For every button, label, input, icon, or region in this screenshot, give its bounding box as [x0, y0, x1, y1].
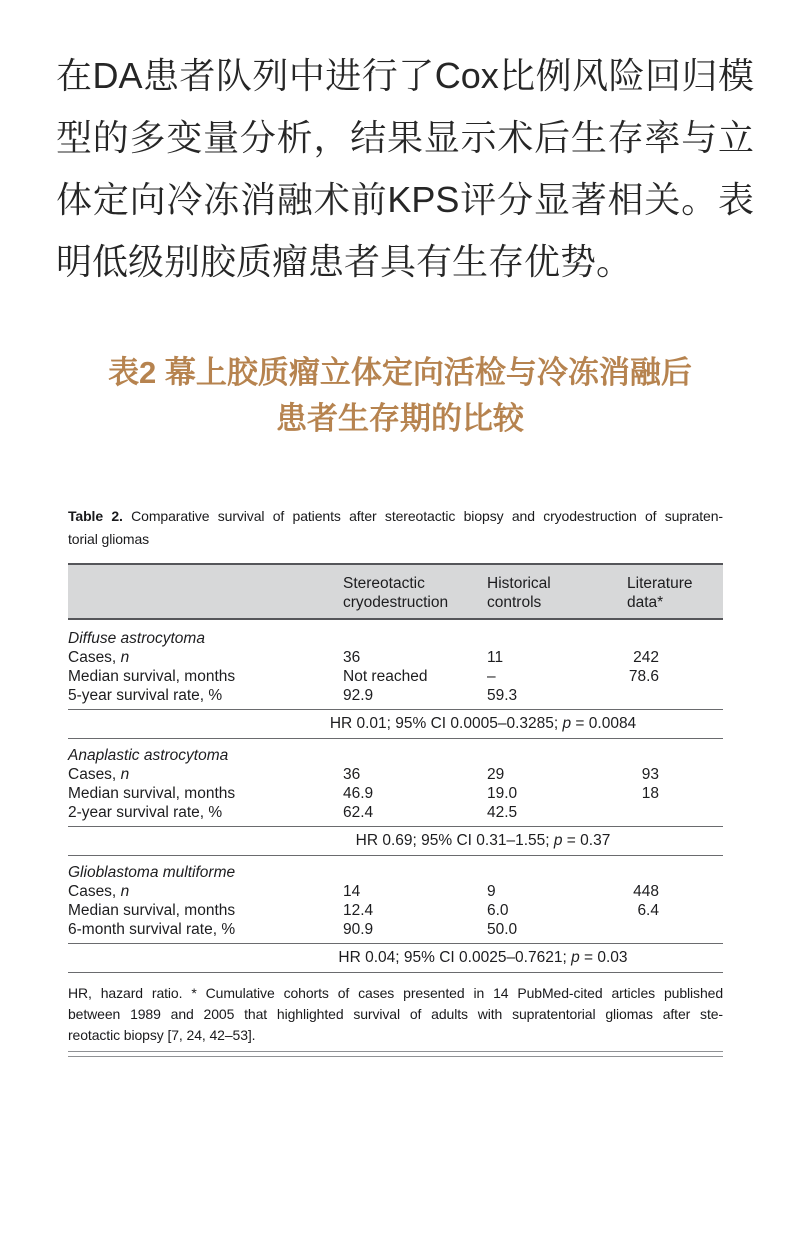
hr-prefix: HR 0.01; 95% CI 0.0005–0.3285;: [329, 715, 563, 732]
row-label-text: 5-year survival rate, %: [68, 687, 223, 704]
table-section-glioblastoma-multiforme: [68, 856, 723, 973]
row-label-italic: n: [120, 766, 130, 783]
table-row: [68, 667, 723, 686]
hazard-ratio-row: [68, 709, 723, 739]
row-label: [68, 784, 343, 803]
cell-value: 90.9: [343, 921, 374, 938]
table-figure: [68, 505, 723, 1057]
header-col1-line1: Stereotactic: [343, 575, 425, 592]
cell-value: 59.3: [487, 687, 518, 704]
cell-value: [627, 920, 723, 939]
cell-value: –: [487, 668, 496, 685]
hr-stat-text: [356, 832, 611, 850]
row-label: [68, 667, 343, 686]
intro-line-1: 在DA患者队列中进行了Cox比例风险回归模: [56, 55, 754, 96]
cell-value: 46.9: [343, 785, 374, 802]
hr-suffix: = 0.03: [579, 949, 628, 966]
hazard-ratio-row: [68, 826, 723, 856]
table-row: [68, 882, 723, 901]
cell-value: 42.5: [487, 804, 518, 821]
hr-suffix: = 0.37: [562, 832, 611, 849]
table-row: [68, 803, 723, 822]
caption-text: Comparative survival of patients after stereotactic biopsy and cryodestruction of supraten-: [122, 508, 723, 524]
table-bottom-rule: [68, 1051, 723, 1057]
row-label-text: Median survival, months: [68, 902, 236, 919]
row-label: [68, 803, 343, 822]
cell-value: 12.4: [343, 902, 374, 919]
header-col-stereotactic: [343, 574, 487, 618]
hr-p-italic: p: [553, 832, 563, 849]
cell-value: 14: [343, 883, 361, 900]
hr-suffix: = 0.0084: [571, 715, 637, 732]
table-row: [68, 901, 723, 920]
hr-p-italic: p: [562, 715, 572, 732]
row-label: [68, 901, 343, 920]
footnote-line-3: reotactic biopsy [7, 24, 42–53].: [68, 1027, 256, 1043]
header-col-literature: [627, 574, 723, 618]
header-empty-cell: [68, 574, 343, 618]
footnote-line-1: HR, hazard ratio. * Cumulative cohorts of cases presented in 14 PubMed-cited articles published: [68, 985, 723, 1001]
row-label: [68, 686, 343, 705]
cell-value: 78.6: [628, 668, 659, 685]
footnote-line-2: between 1989 and 2005 that highlighted survival of adults with supratentorial gliomas after ste-: [68, 1006, 723, 1022]
table-row: [68, 686, 723, 705]
cell-value: 19.0: [487, 785, 518, 802]
cell-value: 448: [633, 883, 659, 900]
intro-line-2: 型的多变量分析，结果显示术后生存率与立: [56, 117, 754, 158]
table-header-row: [68, 563, 723, 620]
cell-value: 6.0: [487, 902, 509, 919]
row-label-text: Cases,: [68, 649, 121, 666]
caption-line-2: torial gliomas: [68, 530, 150, 547]
table-footnote: [68, 973, 723, 1046]
table-row: [68, 765, 723, 784]
hr-prefix: HR 0.69; 95% CI 0.31–1.55;: [355, 832, 554, 849]
table-caption: [68, 505, 723, 550]
cell-value: 6.4: [637, 902, 659, 919]
hr-stat-text: [338, 949, 627, 967]
hazard-ratio-row: [68, 943, 723, 973]
table-section-diffuse-astrocytoma: [68, 620, 723, 739]
cell-value: 11: [487, 649, 504, 666]
intro-line-3: 体定向冷冻消融术前KPS评分显著相关。表: [56, 179, 754, 220]
row-label: [68, 765, 343, 784]
cell-value: 36: [343, 649, 361, 666]
caption-label: Table 2.: [68, 508, 123, 524]
cell-value: 18: [641, 785, 659, 802]
table-row: [68, 648, 723, 667]
header-col3-line2: data*: [627, 594, 664, 611]
cell-value: [627, 803, 723, 822]
row-label-text: Median survival, months: [68, 668, 236, 685]
row-label: [68, 920, 343, 939]
table-heading-cn: [0, 350, 800, 442]
cell-value: 9: [487, 883, 496, 900]
table-row: [68, 920, 723, 939]
row-label: [68, 882, 343, 901]
header-col3-line1: Literature: [627, 575, 693, 592]
row-label-text: Cases,: [68, 883, 121, 900]
hr-p-italic: p: [571, 949, 580, 966]
row-label-text: Cases,: [68, 766, 121, 783]
row-label: [68, 648, 343, 667]
intro-paragraph: [56, 45, 754, 293]
section-name: Anaplastic astrocytoma: [68, 747, 229, 764]
cell-value: 36: [343, 766, 361, 783]
row-label-text: Median survival, months: [68, 785, 236, 802]
cell-value: [627, 686, 723, 705]
cell-value: 92.9: [343, 687, 374, 704]
header-col2-line2: controls: [487, 594, 542, 611]
cell-value: 62.4: [343, 804, 374, 821]
table-section-anaplastic-astrocytoma: [68, 739, 723, 856]
header-col2-line1: Historical: [487, 575, 551, 592]
cell-value: 242: [633, 649, 659, 666]
cell-value: 93: [641, 766, 659, 783]
caption-line-1: [68, 505, 723, 528]
row-label-italic: n: [120, 649, 130, 666]
table-heading-line-2: 患者生存期的比较: [276, 401, 524, 436]
row-label-text: 6-month survival rate, %: [68, 921, 236, 938]
hr-prefix: HR 0.04; 95% CI 0.0025–0.7621;: [338, 949, 572, 966]
intro-line-4: 明低级别胶质瘤患者具有生存优势。: [56, 241, 633, 282]
header-col1-line2: cryodestruction: [343, 594, 449, 611]
cell-value: 29: [487, 766, 505, 783]
row-label-text: 2-year survival rate, %: [68, 804, 223, 821]
section-name: Diffuse astrocytoma: [68, 630, 205, 647]
cell-value: Not reached: [343, 668, 428, 685]
hr-stat-text: [330, 715, 636, 733]
header-col-historical: [487, 574, 627, 618]
table-heading-line-1: 表2 幕上胶质瘤立体定向活检与冷冻消融后: [108, 355, 692, 390]
row-label-italic: n: [120, 883, 130, 900]
cell-value: 50.0: [487, 921, 518, 938]
section-name: Glioblastoma multiforme: [68, 864, 236, 881]
table-row: [68, 784, 723, 803]
